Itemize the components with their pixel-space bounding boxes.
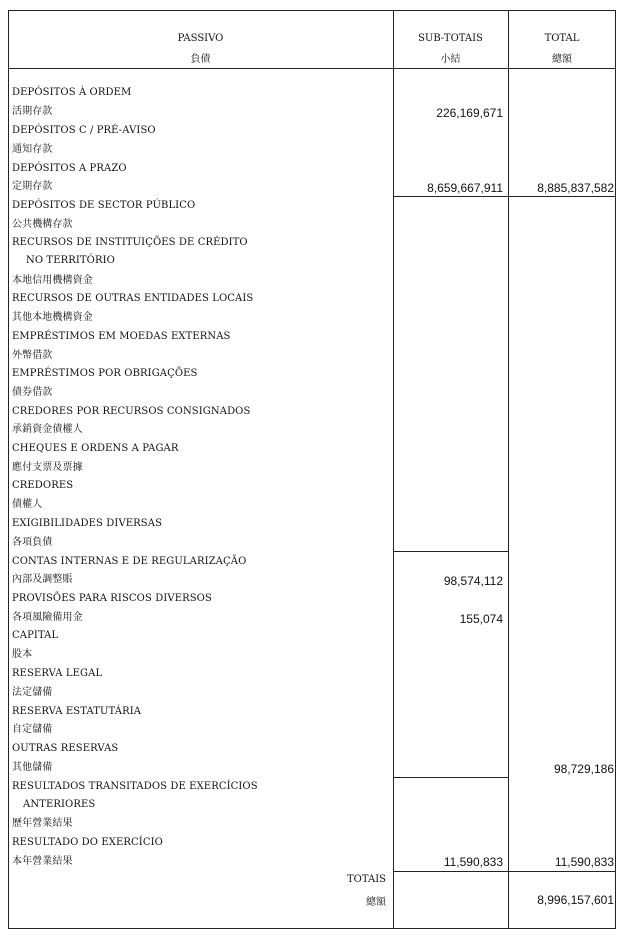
row-label: EMPRÉSTIMOS EM MOEDAS EXTERNAS xyxy=(12,331,231,342)
header-passivo xyxy=(8,28,393,70)
value-grand-total: 8,996,157,601 xyxy=(537,893,614,907)
row-label: 其他本地機構資金 xyxy=(12,312,93,323)
frame-bottom xyxy=(8,928,616,929)
header-subtotais xyxy=(393,28,508,70)
row-label: RESERVA LEGAL xyxy=(12,668,103,679)
value-total-depositos: 8,885,837,582 xyxy=(537,181,614,195)
row-label: NO TERRITÓRIO xyxy=(26,255,115,266)
row-label: 本年營業結果 xyxy=(12,856,73,867)
row-label: 承銷資金債權人 xyxy=(12,424,83,435)
row-label: 歷年營業結果 xyxy=(12,818,73,829)
row-label: 外幣借款 xyxy=(12,350,53,361)
row-label: CREDORES POR RECURSOS CONSIGNADOS xyxy=(12,406,251,417)
row-label: RECURSOS DE INSTITUIÇÕES DE CRÉDITO xyxy=(12,237,248,248)
row-label: 定期存款 xyxy=(12,181,53,192)
row-label: 各項負債 xyxy=(12,537,53,548)
rule-subtotal-internal xyxy=(393,551,508,552)
header-total xyxy=(508,28,616,70)
row-label: 本地信用機構資金 xyxy=(12,275,93,286)
row-label: 自定儲備 xyxy=(12,724,53,735)
frame-top xyxy=(8,10,616,11)
rule-total-deposits xyxy=(508,196,616,197)
row-label: RESERVA ESTATUTÁRIA xyxy=(12,706,142,717)
row-label: 其他儲備 xyxy=(12,762,53,773)
value-depositos-ordem: 226,169,671 xyxy=(436,106,503,120)
header-subtotais-zh: 小結 xyxy=(440,54,461,65)
row-label: 活期存款 xyxy=(12,106,53,117)
value-resultado-subtotal: 11,590,833 xyxy=(443,855,503,869)
totals-label-zh: 總額 xyxy=(366,897,386,908)
row-label: CHEQUES E ORDENS A PAGAR xyxy=(12,443,179,454)
row-label: PROVISÕES PARA RISCOS DIVERSOS xyxy=(12,593,212,604)
value-contas-internas: 98,574,112 xyxy=(443,574,503,588)
frame-right xyxy=(615,10,616,929)
rule-subtotal-final xyxy=(393,871,508,872)
row-label: 債券借款 xyxy=(12,387,53,398)
value-depositos-prazo: 8,659,667,911 xyxy=(427,181,503,195)
row-label: OUTRAS RESERVAS xyxy=(12,743,119,754)
row-label: 內部及調整賬 xyxy=(12,574,73,585)
totals-label: TOTAIS xyxy=(346,874,386,885)
row-label: 各項風險備用金 xyxy=(12,612,83,623)
row-label: EXIGIBILIDADES DIVERSAS xyxy=(12,518,163,529)
row-label: 應付支票及票據 xyxy=(12,462,83,473)
column-divider-subtotal xyxy=(393,10,394,929)
row-label: 公共機構存款 xyxy=(12,219,73,230)
row-label: DEPÓSITOS C / PRÉ-AVISO xyxy=(12,125,156,136)
header-total-zh: 總額 xyxy=(552,54,572,65)
row-label: 法定儲備 xyxy=(12,687,53,698)
row-label: DEPÓSITOS A PRAZO xyxy=(12,163,127,174)
value-total-reservas: 98,729,186 xyxy=(553,762,614,776)
value-provisoes: 155,074 xyxy=(459,612,503,626)
row-label: 股本 xyxy=(12,649,33,660)
header-subtotais-label: SUB-TOTAIS xyxy=(418,33,483,44)
row-label: CONTAS INTERNAS E DE REGULARIZAÇÃO xyxy=(12,556,247,567)
column-divider-total xyxy=(508,10,509,929)
row-label: DEPÓSITOS DE SECTOR PÚBLICO xyxy=(12,200,196,211)
rule-subtotal-results xyxy=(393,777,508,778)
row-label: RESULTADOS TRANSITADOS DE EXERCÍCIOS xyxy=(12,781,258,792)
value-resultado-total: 11,590,833 xyxy=(554,855,614,869)
row-label: EMPRÉSTIMOS POR OBRIGAÇÕES xyxy=(12,368,198,379)
row-label: DEPÓSITOS À ORDEM xyxy=(12,87,132,98)
header-passivo-zh: 負債 xyxy=(190,54,211,65)
row-label: RESULTADO DO EXERCÍCIO xyxy=(12,837,163,848)
row-label: CREDORES xyxy=(12,480,74,491)
frame-left xyxy=(8,10,9,929)
row-label: 通知存款 xyxy=(12,144,53,155)
row-label: CAPITAL xyxy=(12,630,59,641)
header-passivo-label: PASSIVO xyxy=(177,33,224,44)
row-label: RECURSOS DE OUTRAS ENTIDADES LOCAIS xyxy=(12,293,254,304)
row-label: 債權人 xyxy=(12,499,43,510)
row-label: ANTERIORES xyxy=(23,799,96,810)
rule-subtotal-deposits xyxy=(393,196,508,197)
header-total-label: TOTAL xyxy=(544,33,580,44)
rule-total-final xyxy=(508,871,616,872)
